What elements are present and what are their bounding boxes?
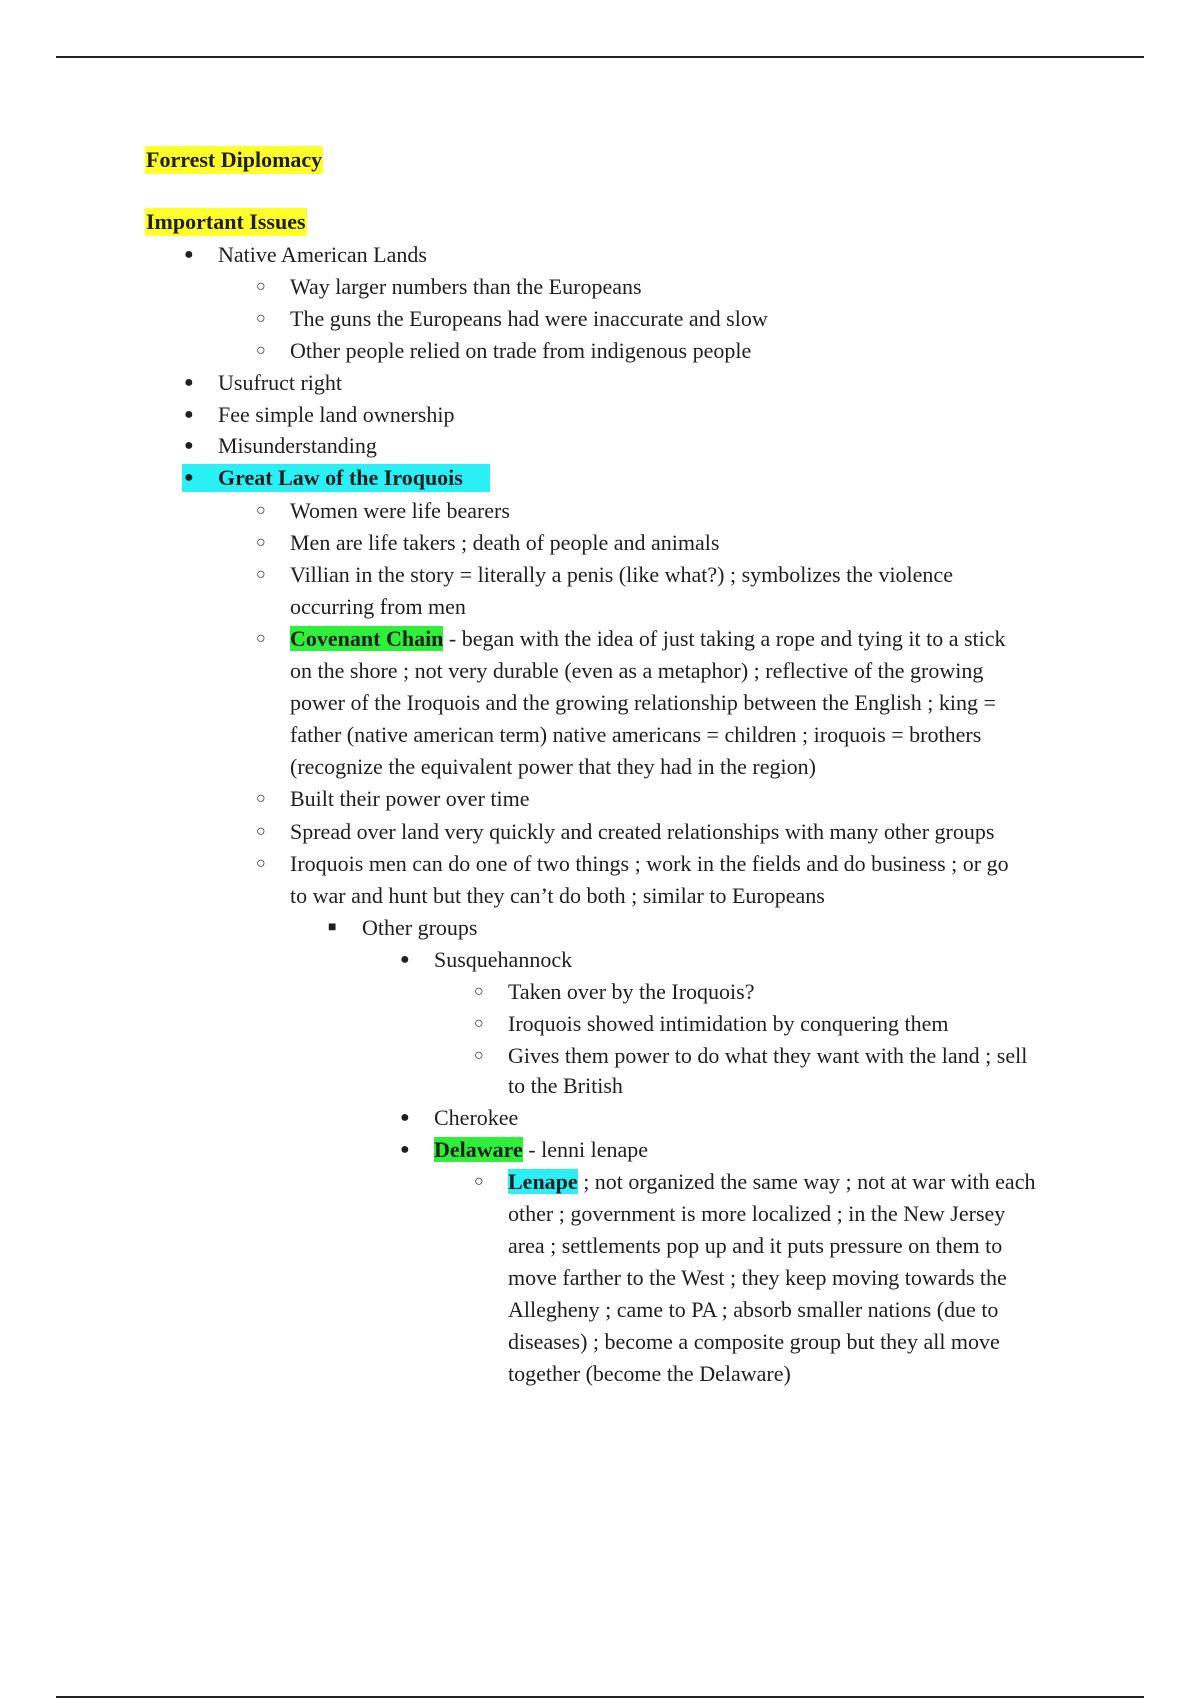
list-item-continuation: (recognize the equivalent power that they had in the region) — [290, 754, 816, 779]
bullet-disc: ● — [400, 1109, 410, 1126]
bullet-circle: ○ — [256, 823, 266, 840]
list-item: Cherokee — [434, 1105, 519, 1130]
list-item-continuation: occurring from men — [290, 594, 466, 619]
list-item: Spread over land very quickly and created relationships with many other groups — [290, 819, 995, 844]
list-item: Misunderstanding — [218, 433, 377, 458]
list-item: Way larger numbers than the Europeans — [290, 274, 642, 299]
bullet-circle: ○ — [256, 534, 266, 551]
list-item-continuation: to the British — [508, 1073, 623, 1098]
list-item-continuation: move farther to the West ; they keep moving towards the — [508, 1265, 1007, 1290]
bullet-disc: ● — [184, 246, 194, 263]
list-item: Iroquois showed intimidation by conquering them — [508, 1011, 949, 1036]
list-item-highlighted: Great Law of the Iroquois — [218, 465, 463, 490]
bullet-circle: ○ — [474, 983, 484, 1000]
list-item: Built their power over time — [290, 786, 530, 811]
bullet-disc: ● — [400, 1141, 410, 1158]
list-item: Iroquois men can do one of two things ; work in the fields and do business ; or go — [290, 851, 1009, 876]
bullet-circle: ○ — [256, 790, 266, 807]
highlighted-term: Lenape — [508, 1169, 578, 1194]
highlighted-term: Covenant Chain — [290, 626, 444, 651]
highlighted-term: Delaware — [434, 1137, 523, 1162]
bullet-disc: ● — [184, 406, 194, 423]
list-item-continuation: diseases) ; become a composite group but they all move — [508, 1329, 1000, 1354]
bullet-circle: ○ — [256, 342, 266, 359]
list-item-continuation: Allegheny ; came to PA ; absorb smaller nations (due to — [508, 1297, 999, 1322]
list-item: Susquehannock — [434, 947, 573, 972]
list-item: Usufruct right — [218, 370, 343, 395]
list-item: The guns the Europeans had were inaccurate and slow — [290, 306, 768, 331]
bullet-disc: ● — [184, 437, 194, 454]
bullet-disc: ● — [184, 374, 194, 391]
document-title: Forrest Diplomacy — [146, 147, 323, 172]
list-item: Women were life bearers — [290, 498, 510, 523]
bullet-circle: ○ — [474, 1173, 484, 1190]
list-item-continuation: together (become the Delaware) — [508, 1361, 791, 1386]
item-text: ; not organized the same way ; not at war with each — [577, 1169, 1036, 1194]
bullet-circle: ○ — [474, 1015, 484, 1032]
list-item-continuation: to war and hunt but they can’t do both ; similar to Europeans — [290, 883, 825, 908]
list-item-continuation: on the shore ; not very durable (even as a metaphor) ; reflective of the growing — [290, 658, 984, 683]
list-item: Native American Lands — [218, 242, 427, 267]
bullet-square: ■ — [328, 920, 337, 935]
bottom-rule — [56, 1696, 1144, 1698]
list-item: Fee simple land ownership — [218, 402, 455, 427]
list-item: Men are life takers ; death of people and animals — [290, 530, 720, 555]
top-rule — [56, 56, 1144, 58]
list-item: Villian in the story = literally a penis (like what?) ; symbolizes the violence — [290, 562, 953, 587]
list-item: Gives them power to do what they want with the land ; sell — [508, 1043, 1028, 1068]
bullet-circle: ○ — [256, 278, 266, 295]
bullet-circle: ○ — [474, 1047, 484, 1064]
item-text: - began with the idea of just taking a rope and tying it to a stick — [443, 626, 1006, 651]
list-item: Other groups — [362, 915, 478, 940]
list-item — [434, 1136, 648, 1164]
list-item-continuation: power of the Iroquois and the growing relationship between the English ; king = — [290, 690, 996, 715]
item-text: - lenni lenape — [522, 1137, 649, 1162]
list-item-continuation: other ; government is more localized ; in the New Jersey — [508, 1201, 1006, 1226]
bullet-circle: ○ — [256, 855, 266, 872]
bullet-disc: ● — [184, 469, 194, 486]
bullet-circle: ○ — [256, 310, 266, 327]
list-item-continuation: father (native american term) native americans = children ; iroquois = brothers — [290, 722, 982, 747]
bullet-circle: ○ — [256, 566, 266, 583]
list-item — [508, 1168, 1035, 1196]
list-item: Taken over by the Iroquois? — [508, 979, 755, 1004]
list-item-continuation: area ; settlements pop up and it puts pressure on them to — [508, 1233, 1003, 1258]
bullet-disc: ● — [400, 951, 410, 968]
bullet-circle: ○ — [256, 630, 266, 647]
section-heading: Important Issues — [146, 209, 306, 234]
list-item: Other people relied on trade from indigenous people — [290, 338, 752, 363]
bullet-circle: ○ — [256, 502, 266, 519]
list-item — [290, 625, 1006, 653]
